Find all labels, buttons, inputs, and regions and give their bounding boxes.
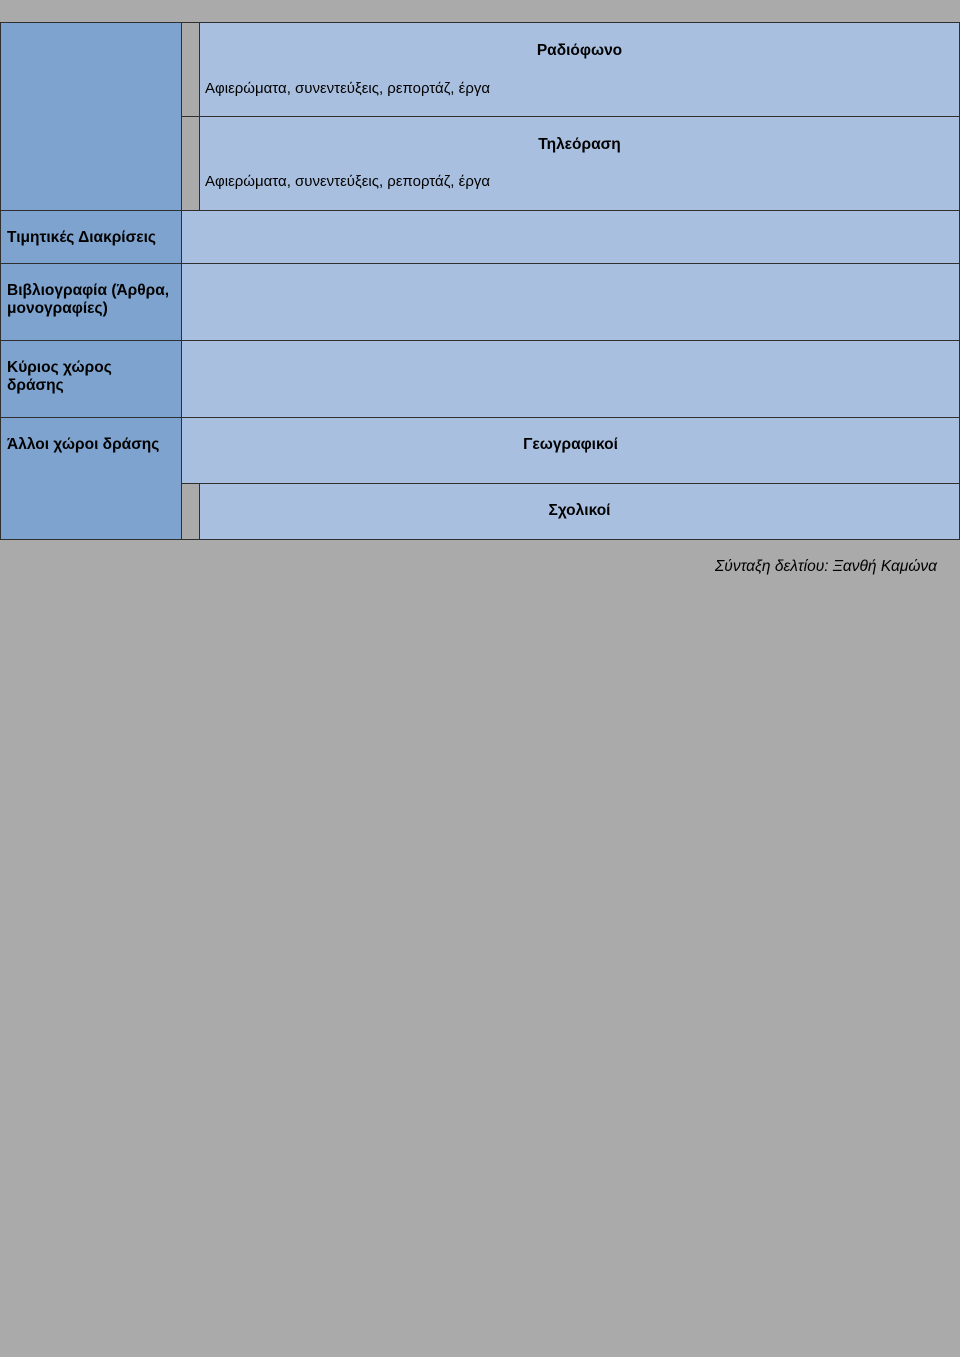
honors-label-cell: [0, 210, 182, 264]
radio-spacer-cell: [181, 22, 200, 117]
radio-detail: Αφιερώματα, συνεντεύξεις, ρεπορτάζ, έργα: [205, 80, 491, 97]
tv-spacer-cell: [181, 116, 200, 211]
bibliography-label-line1: Βιβλιογραφία (Άρθρα,: [7, 282, 170, 299]
other-areas-label: Άλλοι χώροι δράσης: [7, 436, 160, 453]
bibliography-label-line2: μονογραφίες): [7, 300, 108, 317]
radio-cell: [199, 22, 960, 117]
media-label-cell: [0, 22, 182, 211]
main-area-label-cell: [0, 340, 182, 418]
main-area-label-line2: δράσης: [7, 377, 64, 394]
main-area-value-cell: [181, 340, 960, 418]
school-label: Σχολικοί: [548, 502, 611, 519]
school-spacer-cell: [181, 483, 200, 540]
compiled-by-note: Σύνταξη δελτίου: Ξανθή Καμώνα: [715, 558, 937, 575]
tv-cell: [199, 116, 960, 211]
tv-detail: Αφιερώματα, συνεντεύξεις, ρεπορτάζ, έργα: [205, 173, 491, 190]
honors-label: Τιμητικές Διακρίσεις: [7, 229, 156, 246]
other-areas-label-cell: [0, 417, 182, 540]
honors-value-cell: [181, 210, 960, 264]
bibliography-value-cell: [181, 263, 960, 341]
radio-heading: Ραδιόφωνο: [536, 42, 623, 59]
school-cell: [199, 483, 960, 540]
geographic-label: Γεωγραφικοί: [523, 436, 618, 453]
tv-heading: Τηλεόραση: [538, 136, 621, 153]
main-area-label-line1: Κύριος χώρος: [7, 359, 112, 376]
geographic-cell: [181, 417, 960, 484]
bibliography-label-cell: [0, 263, 182, 341]
biography-form-table: [0, 22, 960, 540]
